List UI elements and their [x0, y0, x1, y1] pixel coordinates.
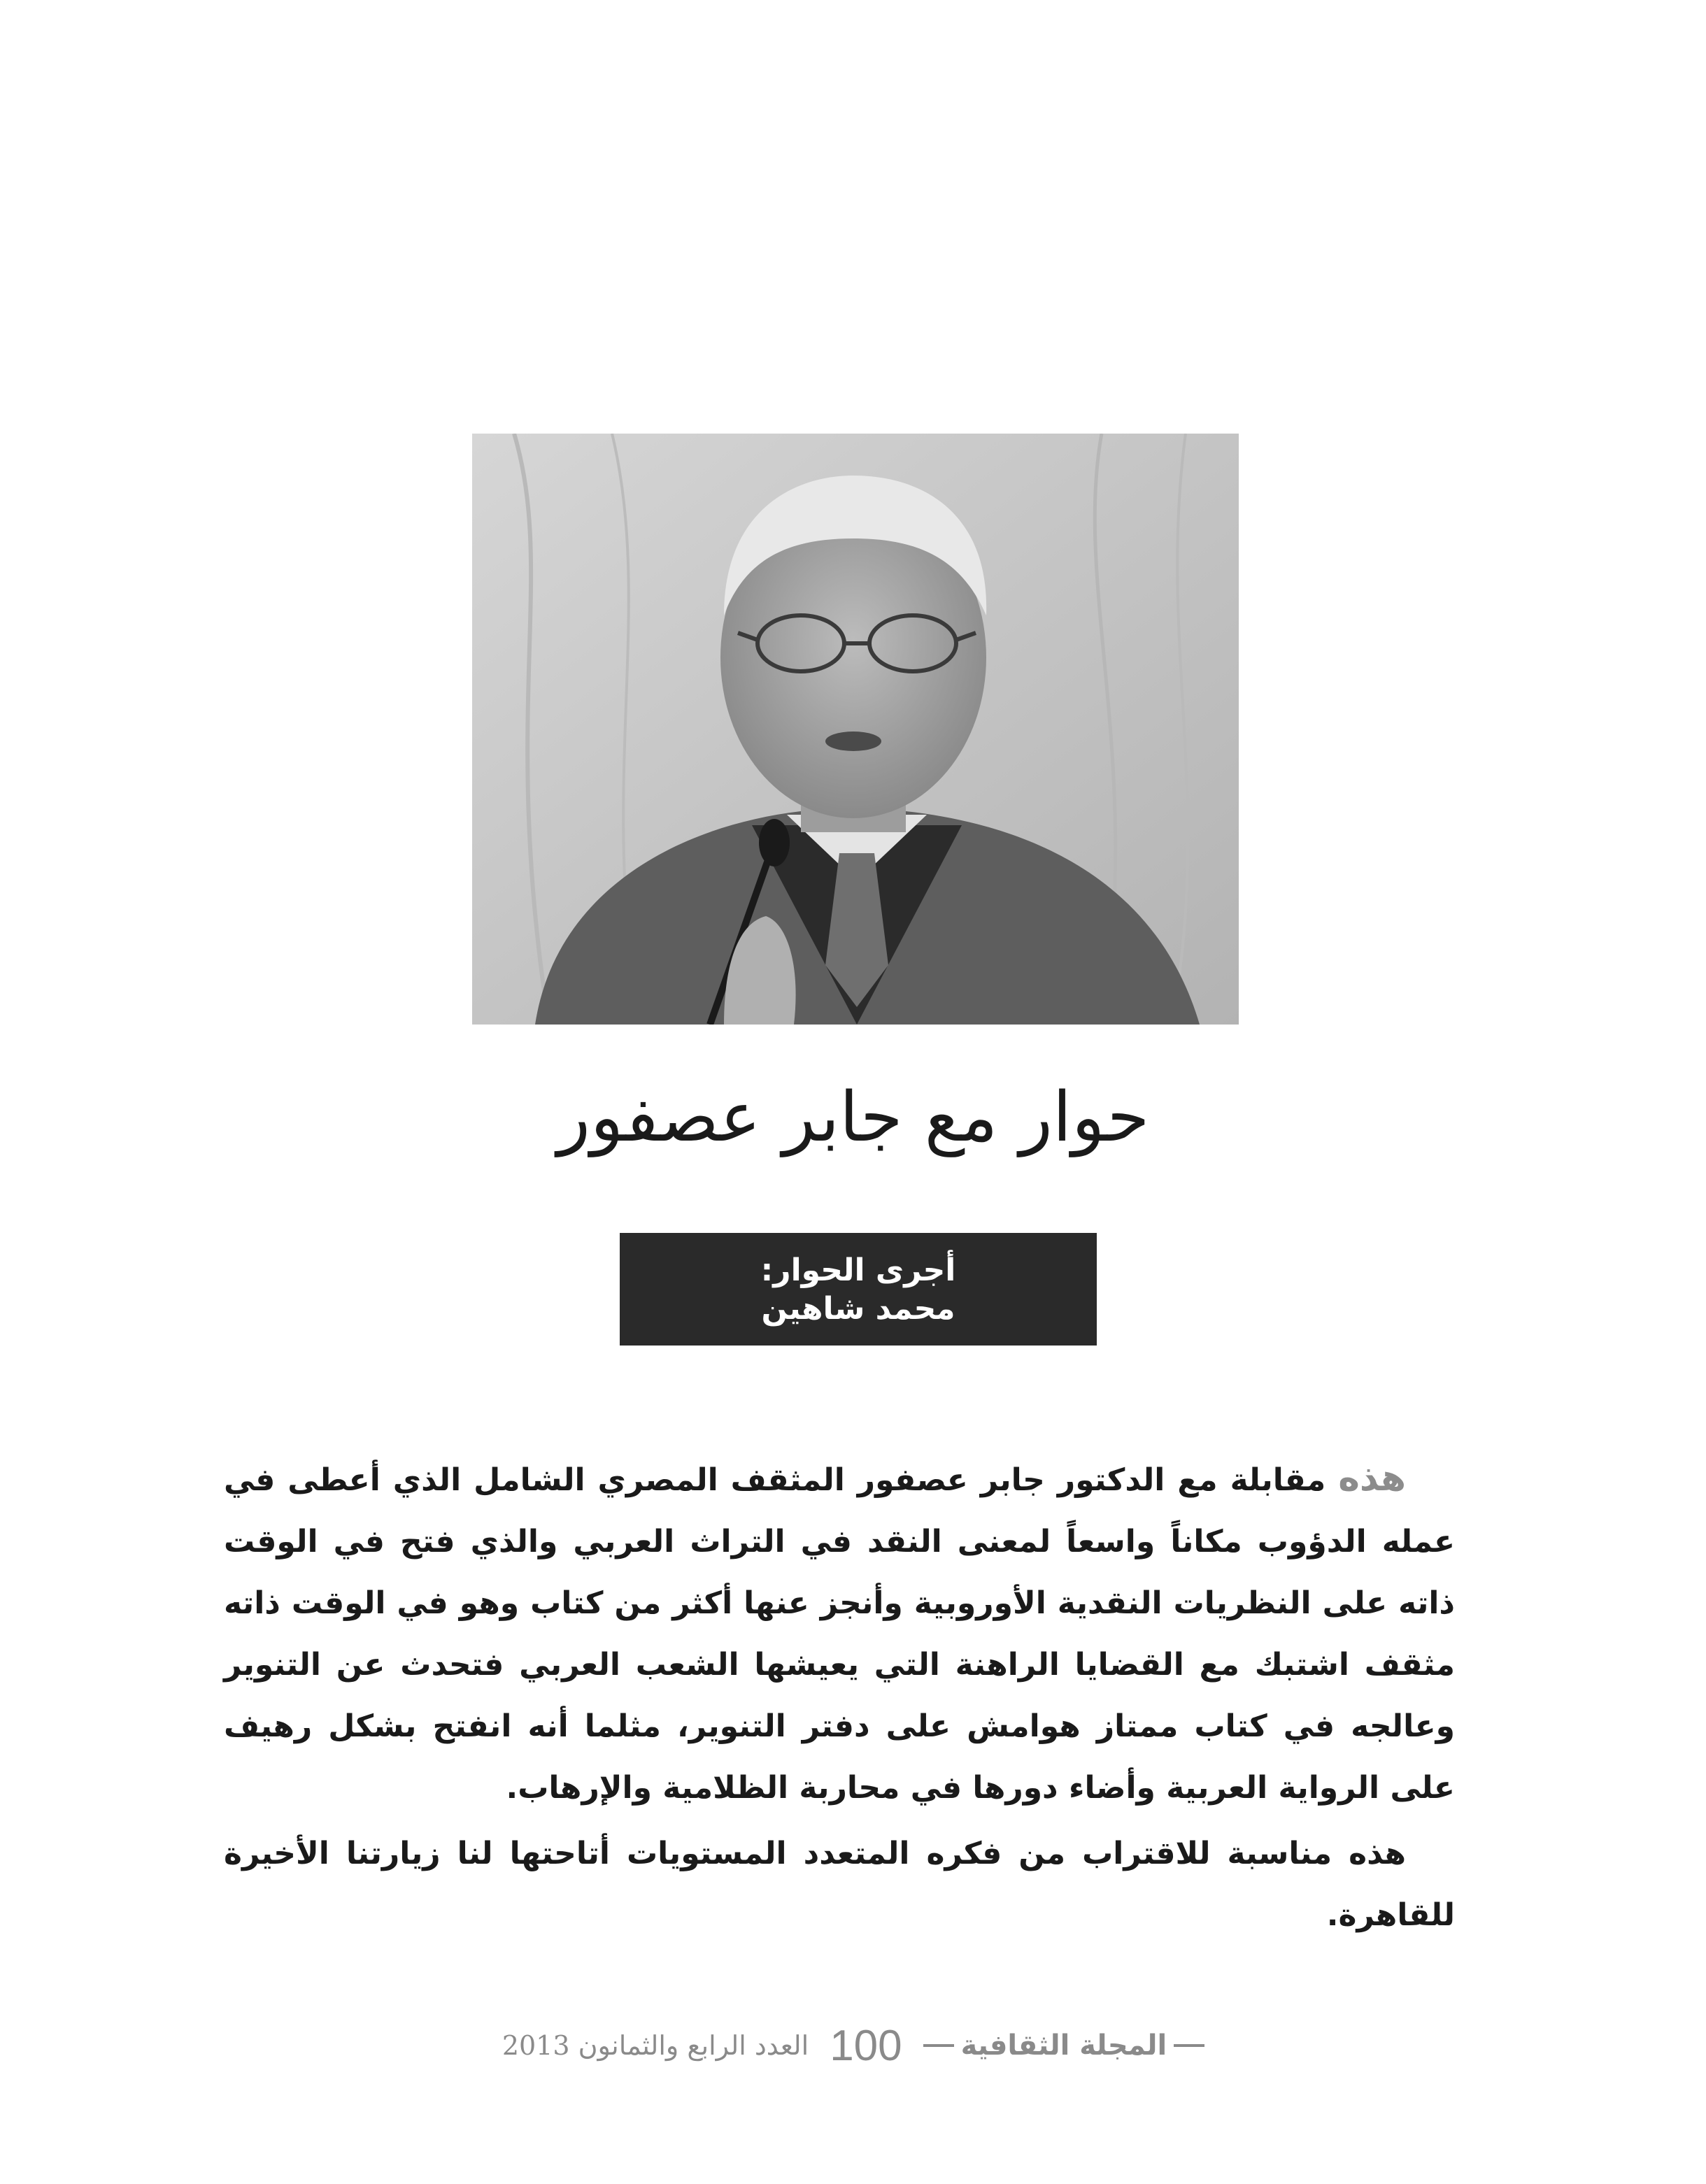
second-paragraph: هذه مناسبة للاقتراب من فكره المتعدد المستويات أتاحتها لنا زيارتنا الأخيرة للقاهرة. — [224, 1836, 1455, 1933]
portrait-photo — [472, 434, 1239, 1025]
page-footer — [490, 2014, 1217, 2077]
intro-paragraph-text: مقابلة مع الدكتور جابر عصفور المثقف المصري الشامل الذي أعطى في عمله الدؤوب مكاناً واسعاً لمعنى النقد في التراث العربي والذي فتح في الوقت ذاته على النظريات النقدية الأوروبية وأنجز عنها أكثر من كتاب وهو في الوقت ذاته مثقف اشتبك مع القضايا الراهنة التي يعيشها الشعب العربي فتحدث عن التنوير وعالجه في كتاب ممتاز هوامش على دفتر التنوير، مثلما أنه انفتح بشكل رهيف على الرواية العربية وأضاء دورها في محاربة الظلامية والإرهاب. — [224, 1462, 1455, 1806]
page-number: 100 — [830, 2021, 902, 2070]
magazine-name — [923, 2029, 1205, 2062]
article-title: حوار مع جابر عصفور — [557, 1078, 1150, 1157]
magazine-name-text: المجلة الثقافية — [960, 2029, 1167, 2062]
intro-lead-word: هذه — [1338, 1457, 1406, 1499]
article-body — [224, 1448, 1455, 1946]
footer-dash-icon — [923, 2044, 954, 2047]
interviewer-box — [620, 1233, 1097, 1346]
intro-paragraph — [224, 1448, 1455, 1819]
interviewer-name: محمد شاهين — [761, 1290, 955, 1327]
footer-dash-icon — [1174, 2044, 1204, 2047]
portrait-illustration — [472, 434, 1239, 1025]
interviewer-label: أجرى الحوار: — [760, 1252, 956, 1288]
issue-info: العدد الرابع والثمانون 2013 — [502, 2030, 809, 2061]
